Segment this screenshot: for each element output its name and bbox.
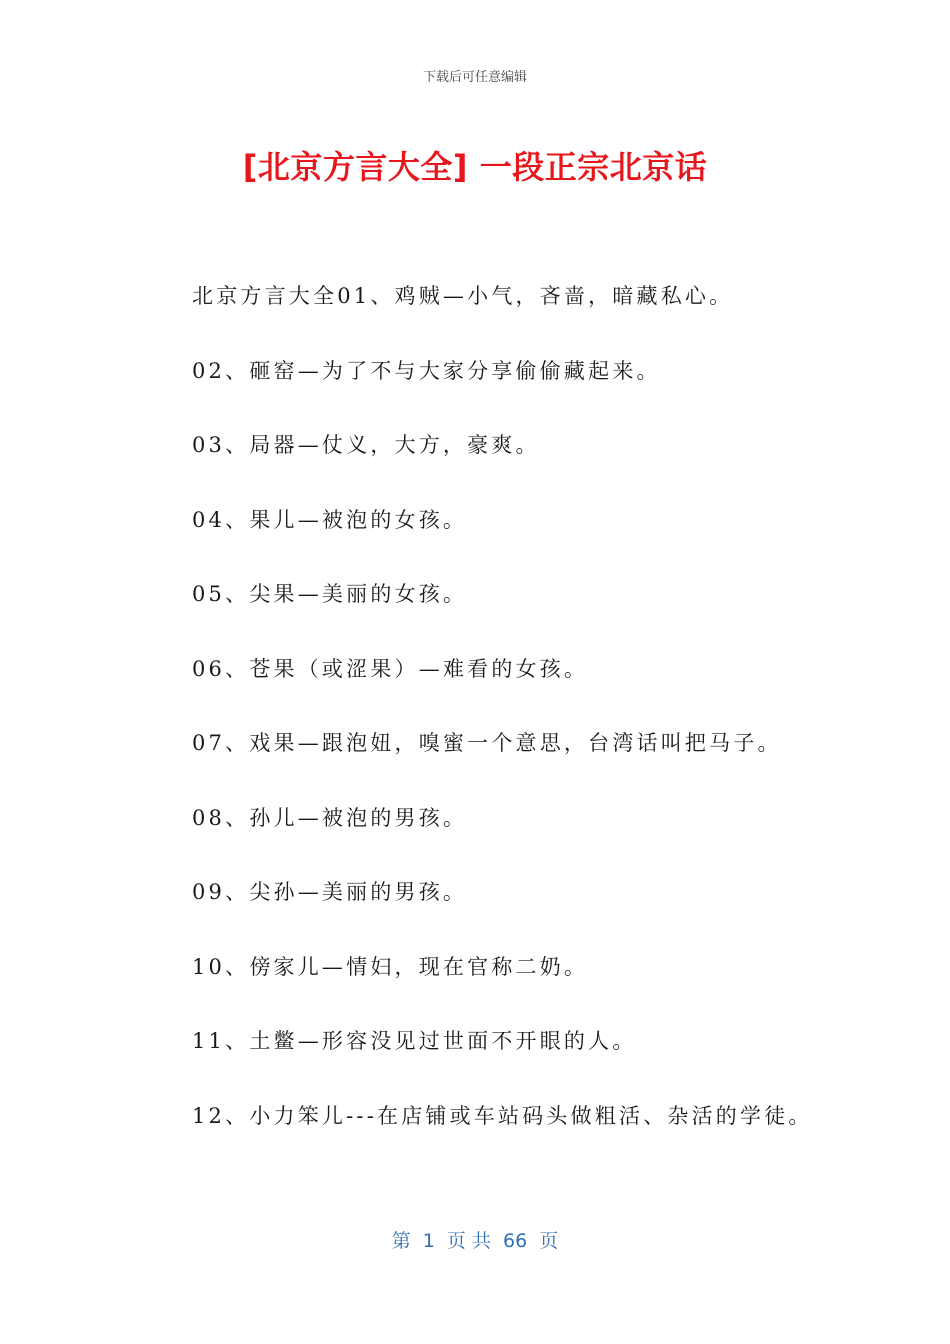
page-number-footer: 第 1 页 共 66 页: [391, 1230, 559, 1252]
list-item: 07、戏果—跟泡妞，嗅蜜一个意思，台湾话叫把马子。: [192, 731, 782, 755]
list-item: 北京方言大全01、鸡贼—小气，吝啬，暗藏私心。: [192, 284, 734, 308]
entry-list: [192, 278, 892, 1172]
list-item: 03、局器—仗义，大方，豪爽。: [192, 433, 540, 457]
list-item: 02、砸窑—为了不与大家分享偷偷藏起来。: [192, 358, 661, 383]
list-item: 05、尖果—美丽的女孩。: [192, 582, 468, 606]
list-item: 11、土鳖—形容没见过世面不开眼的人。: [192, 1029, 637, 1053]
list-item: 09、尖孙—美丽的男孩。: [192, 880, 468, 904]
list-item: 10、傍家儿—情妇，现在官称二奶。: [192, 954, 589, 979]
list-item: 04、果儿—被泡的女孩。: [192, 507, 468, 532]
header-note: 下载后可任意编辑: [422, 70, 527, 85]
list-item: 06、苍果（或涩果）—难看的女孩。: [192, 656, 589, 681]
list-item: 12、小力笨儿---在店铺或车站码头做粗活、杂活的学徒。: [192, 1103, 813, 1128]
list-item: 08、孙儿—被泡的男孩。: [192, 805, 468, 830]
document-title: [北京方言大全] 一段正宗北京话: [242, 148, 708, 186]
